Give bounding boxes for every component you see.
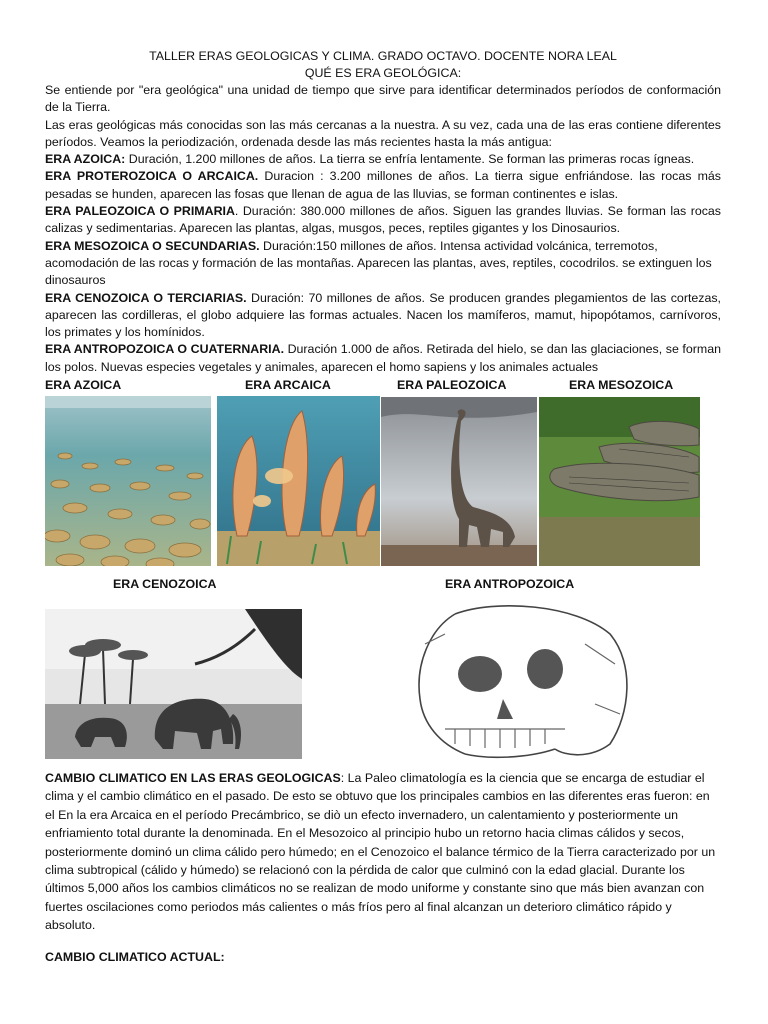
image-era-mesozoica [539,397,700,566]
era-antropozoica-text: Duración 1.000 de años. Retirada del hielo, se dan las glaciaciones, se forman los polos. Nuevas especies vegetales y animales, aparecen el homo sapiens y los animales actuales [45,342,721,374]
label-era-mesozoica: ERA MESOZOICA [569,378,674,392]
era-mesozoica-title: ERA MESOZOICA O SECUNDARIAS. [45,238,260,253]
document-subtitle: QUÉ ES ERA GEOLÓGICA: [304,66,462,81]
era-azoica-paragraph [45,151,721,168]
era-cenozoica-title: ERA CENOZOICA O TERCIARIAS. [45,290,247,305]
climate-paragraph [45,769,721,935]
label-era-azoica: ERA AZOICA [45,378,122,392]
label-era-paleozoica: ERA PALEOZOICA [397,378,507,392]
image-era-cenozoica [45,609,302,759]
header [45,48,721,83]
climate-title: CAMBIO CLIMATICO EN LAS ERAS GEOLOGICAS [45,771,341,785]
intro-paragraph-1: Se entiende por "era geológica" una unidad de tiempo que sirve para identificar determinados períodos de conformación de la Tierra. [45,83,721,115]
era-paleozoica-text: . Duración: 380.000 millones de años. Siguen las grandes lluvias. Se forman las rocas calizas y sedimentarias. Aparecen las plantas, algas, musgos, peces, reptiles gigantes y los Dinosaurios. [45,204,722,236]
label-era-arcaica: ERA ARCAICA [245,378,331,392]
era-azoica-title: ERA AZOICA: [45,152,126,167]
climate-section [45,769,721,935]
era-proterozoica-text: Duracion : 3.200 millones de años. La tierra sigue enfriándose. las rocas más pesadas se hunden, aparecen las fosas que llenan de agua de las lluvias, se forman continentes e islas. [45,169,721,201]
image-era-antropozoica [385,604,638,760]
era-paleozoica-paragraph [45,203,721,238]
label-era-cenozoica: ERA CENOZOICA [113,577,217,591]
era-cenozoica-text: Duración: 70 millones de años. Se producen grandes plegamientos de las cortezas, aparecen las cordilleras, el globo adquiere las formas actuales. Nacen los mamíferos, mamut, hipopótamos, carnívoros, los primates y los homínidos. [45,290,722,340]
label-era-antropozoica: ERA ANTROPOZOICA [445,577,575,591]
intro-paragraph-2: Las eras geológicas más conocidas son las más cercanas a la nuestra. A su vez, cada una de las eras contiene diferentes períodos. Veamos la periodización, ordenada desde las más recientes hasta la más antigua: [45,117,721,149]
era-antropozoica-title: ERA ANTROPOZOICA O CUATERNARIA. [45,342,285,357]
image-era-paleozoica [381,397,537,566]
document-title: TALLER ERAS GEOLOGICAS Y CLIMA. GRADO OCTAVO. DOCENTE NORA LEAL [149,49,617,63]
era-antropozoica-paragraph [45,341,721,376]
image-era-arcaica [217,396,380,566]
era-mesozoica-paragraph [45,238,721,290]
era-mesozoica-text: Duración:150 millones de años. Intensa actividad volcánica, terremotos, acomodación de las rocas y formación de las montañas. Aparecen las plantas, aves, reptiles, cocodrilos. se extinguen los dinosauros [45,238,712,288]
era-proterozoica-paragraph [45,168,721,203]
era-cenozoica-paragraph [45,290,721,342]
image-era-azoica [45,396,211,566]
era-paleozoica-title: ERA PALEOZOICA O PRIMARIA [45,204,235,219]
era-azoica-text: Duración, 1.200 millones de años. La tierra se enfría lentamente. Se forman las primeras rocas ígneas. [125,152,695,167]
climate-text: : La Paleo climatología es la ciencia que se encarga de estudiar el clima y el cambio climático en el pasado. De esto se obtuvo que los principales cambios en las diferentes eras fueron: en el En la era Arcaica en el período Precámbrico, se diò un efecto invernadero, un calentamiento y posteriormente un enfriamiento total durante la denominada. En el Mesozoico al principio hubo un retorno hacia climas cálidos y secos, posteriormente dominó un clima cálido pero húmedo; en el Cenozoico el balance térmico de la Tierra caracterizado por un clima subtropical (cálido y húmedo) se relacionó con la pérdida de calor que culminó con la edad glacial. Durante los últimos 5,000 años los cambios climáticos no se realizan de modo uniforme y constante sino que más bien avanzan con fuertes oscilaciones como periodos más calientes o más fríos pero al final alcanzan un deterioro climático rápido y absoluto. [45,771,716,933]
current-climate-title: CAMBIO CLIMATICO ACTUAL: [45,950,225,964]
era-proterozoica-title: ERA PROTEROZOICA O ARCAICA. [45,169,259,184]
intro-section [45,82,721,376]
